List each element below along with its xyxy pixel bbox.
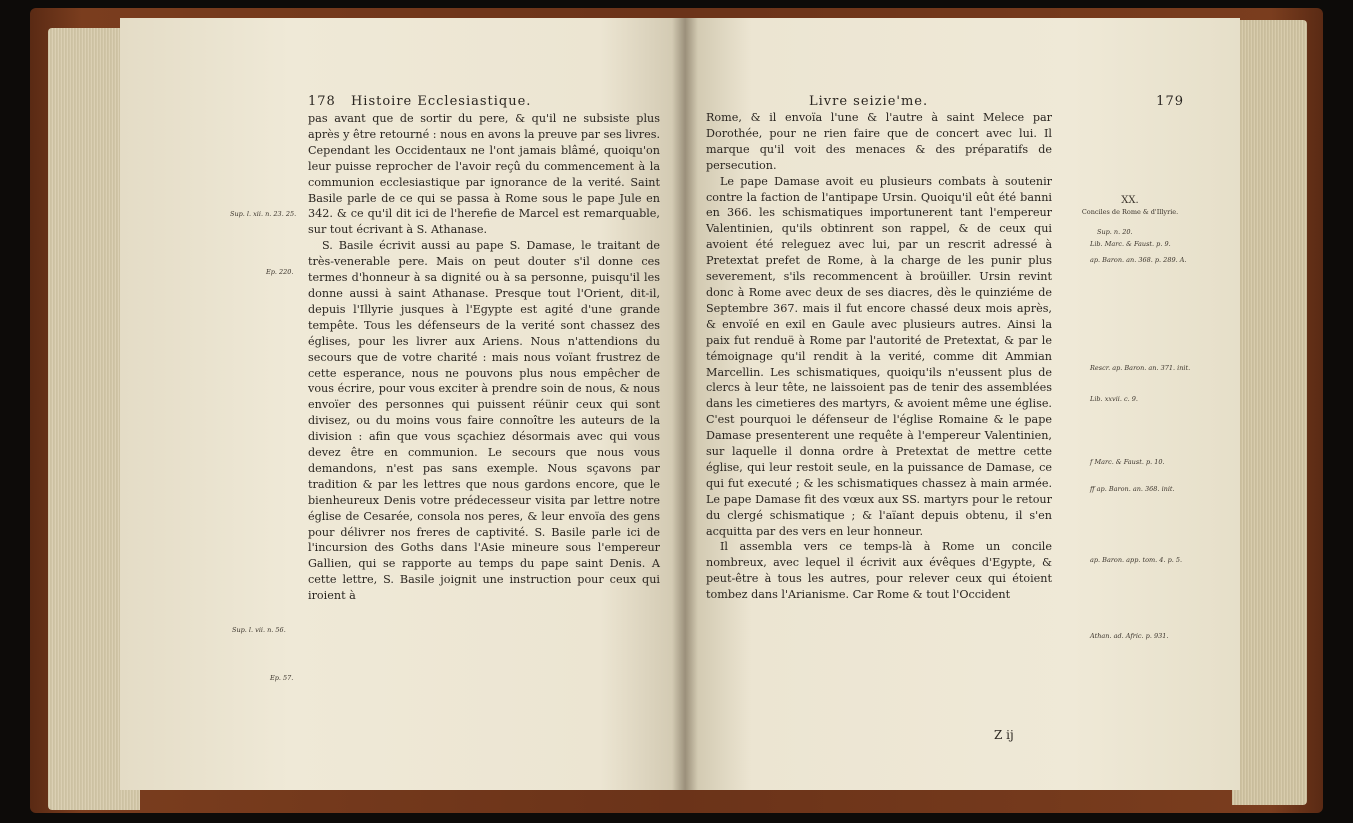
margin-note: ap. Baron. an. 368. p. 289. A. xyxy=(1090,256,1187,264)
margin-note: ff ap. Baron. an. 368. init. xyxy=(1090,485,1175,493)
page-number: 178 xyxy=(308,94,336,109)
running-head xyxy=(809,94,1184,109)
paragraph: Il assembla vers ce temps-là à Rome un concile nombreux, avec lequel il écrivit aux évêques d'Egypte, & peut-être à tous les autres, pour relever ceux qui étoient tombez dans l'Arianisme. Car Rome & tout l'Occident xyxy=(706,540,1052,602)
margin-note: Lib. Marc. & Faust. p. 9. xyxy=(1090,240,1171,248)
left-page xyxy=(120,18,685,790)
margin-note: Ep. 57. xyxy=(270,674,294,682)
right-page xyxy=(685,18,1240,790)
paragraph: Rome, & il envoïa l'une & l'autre à saint Melece par Dorothée, pour ne rien faire que de concert avec lui. Il marque qu'il voit des menaces & des préparatifs de persecution. xyxy=(706,111,1052,172)
body-text xyxy=(308,111,660,604)
margin-note: Sup. l. vii. n. 56. xyxy=(232,626,286,634)
paragraph: pas avant que de sortir du pere, & qu'il ne subsiste plus après y être retourné : nous en avons la preuve par ses livres. Cependant les Occidentaux ne l'ont jamais blâmé, quoiqu'on leur puisse reprocher de l'avoir reçû du commencement à la communion ecclesiastique par ignorance de la verité. Saint Basile parle de ce qui se passa à Rome sous le pape Jule en 342. & ce qu'il dit ici de l'herefie de Marcel est remarquable, sur tout écrivant à S. Athanase. xyxy=(308,112,660,237)
margin-note: Athan. ad. Afric. p. 931. xyxy=(1090,632,1169,640)
paragraph: Le pape Damase avoit eu plusieurs combats à soutenir contre la faction de l'antipape Ursin. Quoiqu'il eût été banni en 366. les schismatiques importunerent tant l'empereur Valentinien, qu'ils obtinrent son rappel, & de ceux qui avoient été releguez avec lui, par un rescrit adressé à Pretextat prefet de Rome, à la charge de les punir plus severement, s'ils recommencent à broüiller. Ursin revint donc à Rome avec deux de ses diacres, dès le quinziéme de Septembre 367. mais il fut encore chassé deux mois après, & envoïé en exil en Gaule avec plusieurs autres. Ainsi la paix fut renduë à Rome par l'autorité de Pretextat, & par le témoignage qu'il rendit à la verité, comme dit Ammian Marcellin. Les schismatiques, quoiqu'ils n'eussent plus de clercs à leur tête, ne laissoient pas de tenir des assemblées dans les cimetieres des martyrs, & avoient même une église. C'est pourquoi le défenseur de l'église Romaine & le pape Damase presenterent une requête à l'empereur Valentinien, sur laquelle il donna ordre à Pretextat de mettre cette église, qui leur restoit seule, en la puissance de Damase, ce qui fut executé ; & les schismatiques chassez à main armée. Le pape Damase fit des vœux aux SS. martyrs pour le retour du clergé schismatique ; & l'aïant depuis obtenu, il s'en acquitta par des vers en leur honneur. xyxy=(706,174,1052,538)
section-title: Conciles de Rome & d'Illyrie. xyxy=(1081,208,1179,216)
margin-note: Rescr. ap. Baron. an. 371. init. xyxy=(1090,364,1191,372)
signature-mark: Z ij xyxy=(994,728,1014,742)
margin-note: Ep. 220. xyxy=(266,268,294,276)
page-edges-right xyxy=(1232,20,1307,805)
gutter-shadow xyxy=(672,18,698,790)
running-head-title: Histoire Ecclesiastique. xyxy=(350,94,532,109)
margin-note: Sup. n. 20. xyxy=(1097,228,1133,236)
page-number: 179 xyxy=(1156,94,1184,109)
margin-note: ap. Baron. app. tom. 4. p. 5. xyxy=(1090,556,1183,564)
margin-note: f Marc. & Faust. p. 10. xyxy=(1090,458,1165,466)
margin-note: Lib. xxvii. c. 9. xyxy=(1090,395,1138,403)
body-text xyxy=(706,110,1052,603)
section-number: XX. xyxy=(1121,195,1139,206)
paragraph: S. Basile écrivit aussi au pape S. Damase, le traitant de très-venerable pere. Mais on peut douter s'il donne ces termes d'honneur à sa dignité ou à sa personne, puisqu'il les donne aussi à saint Athanase. Presque tout l'Orient, dit-il, depuis l'Illyrie jusques à l'Egypte est agité d'une grande tempête. Tous les défenseurs de la verité sont chassez des églises, pour les livrer aux Ariens. Nous n'attendions du secours que de votre charité : mais nous voïant frustrez de cette esperance, nous ne pouvons plus nous empêcher de vous écrire, pour vous exciter à prendre soin de nous, & nous envoïer des personnes qui puissent réünir ceux qui sont divisez, ou du moins vous faire connoître les auteurs de la division : afin que vous sçachiez désormais avec qui vous devez être en communion. Le secours que nous vous demandons, n'est pas sans exemple. Nous sçavons par tradition & par les lettres que nous gardons encore, que le bienheureux Denis votre prédecesseur visita par lettre notre église de Cesarée, consola nos peres, & leur envoïa des gens pour délivrer nos freres de captivité. S. Basile parle ici de l'incursion des Goths dans l'Asie mineure sous l'empereur Gallien, qui se rapporte au temps du pape saint Denis. A cette lettre, S. Basile joignit une instruction pour ceux qui iroient à xyxy=(308,239,660,603)
running-head-title: Livre seizie'me. xyxy=(809,94,929,109)
margin-note: Sup. l. xii. n. 23. 25. xyxy=(230,210,297,218)
running-head xyxy=(308,94,531,109)
